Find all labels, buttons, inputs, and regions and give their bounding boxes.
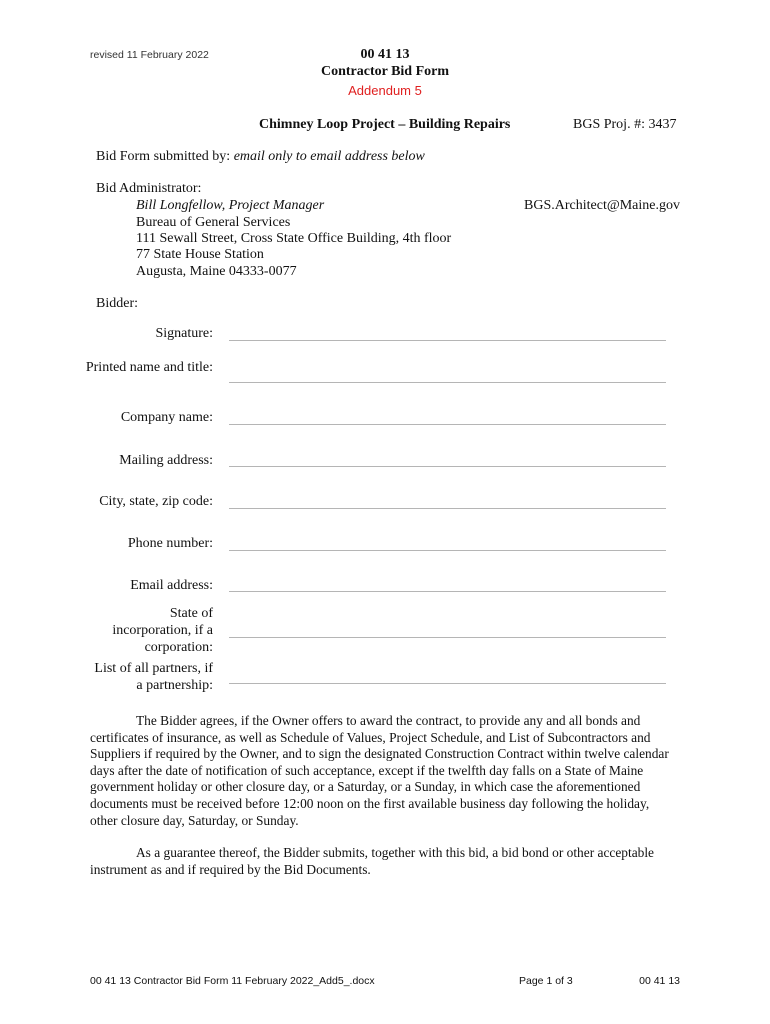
field-label-state-of-incorporation: State of incorporation, if a corporation:	[112, 606, 213, 655]
administrator-address-line: 77 State House Station	[136, 247, 264, 262]
administrator-email-link[interactable]: BGS.Architect@Maine.gov	[524, 198, 680, 213]
administrator-name: Bill Longfellow, Project Manager	[136, 198, 325, 213]
field-label-mailing-address: Mailing address:	[119, 453, 213, 468]
project-title: Chimney Loop Project – Building Repairs	[259, 117, 511, 132]
footer-page-number: Page 1 of 3	[519, 975, 573, 987]
footer-file-name: 00 41 13 Contractor Bid Form 11 February 2022_Add5_.docx	[90, 975, 375, 987]
submitted-by-label: Bid Form submitted by:	[96, 149, 234, 164]
phone-number-field[interactable]	[229, 550, 666, 551]
city-state-zip-field[interactable]	[229, 508, 666, 509]
administrator-address-line: Augusta, Maine 04333-0077	[136, 264, 297, 279]
administrator-address-line: 111 Sewall Street, Cross State Office Building, 4th floor	[136, 231, 452, 246]
project-number: BGS Proj. #: 3437	[573, 117, 677, 132]
state-of-incorporation-field[interactable]	[229, 637, 666, 638]
field-label-printed-name: Printed name and title:	[85, 360, 213, 375]
signature-field[interactable]	[229, 340, 666, 341]
revised-date: revised 11 February 2022	[90, 49, 209, 61]
submitted-by-line	[96, 149, 425, 165]
field-label-signature: Signature:	[155, 326, 213, 341]
guarantee-paragraph	[90, 845, 680, 878]
field-label-city-state-zip: City, state, zip code:	[99, 494, 213, 509]
guarantee-text: As a guarantee thereof, the Bidder submits, together with this bid, a bid bond or other acceptable instrument as and if required by the Bid Documents.	[90, 845, 654, 877]
footer-section-number: 00 41 13	[639, 975, 680, 987]
list-of-partners-field[interactable]	[229, 683, 666, 684]
bid-administrator-label: Bid Administrator:	[96, 181, 202, 196]
addendum-label: Addendum 5	[348, 83, 422, 98]
printed-name-field[interactable]	[229, 382, 666, 383]
company-name-field[interactable]	[229, 424, 666, 425]
field-label-email-address: Email address:	[130, 578, 213, 593]
field-label-phone-number: Phone number:	[127, 536, 213, 551]
email-address-field[interactable]	[229, 591, 666, 592]
field-label-list-of-partners: List of all partners, if a partnership:	[94, 661, 213, 693]
mailing-address-field[interactable]	[229, 466, 666, 467]
form-title: Contractor Bid Form	[320, 64, 450, 79]
section-number: 00 41 13	[360, 47, 410, 62]
field-label-company-name: Company name:	[120, 410, 213, 425]
administrator-address-line: Bureau of General Services	[136, 215, 291, 230]
bidder-label: Bidder:	[96, 296, 138, 311]
submitted-by-value: email only to email address below	[233, 149, 425, 164]
agreement-paragraph	[90, 713, 680, 829]
agreement-text: The Bidder agrees, if the Owner offers to award the contract, to provide any and all bonds and certificates of insurance, as well as Schedule of Values, Project Schedule, and List of Subcontractors and Suppliers if required by the Owner, and to sign the designated Construction Contract within twelve calendar days after the date of notification of such acceptance, except if the twelfth day falls on a State of Maine government holiday or other closure day, or a Saturday, or a Sunday, in which case the aforementioned documents must be received before 12:00 noon on the first available business day following the holiday, other closure day, Saturday, or Sunday.	[90, 713, 669, 828]
